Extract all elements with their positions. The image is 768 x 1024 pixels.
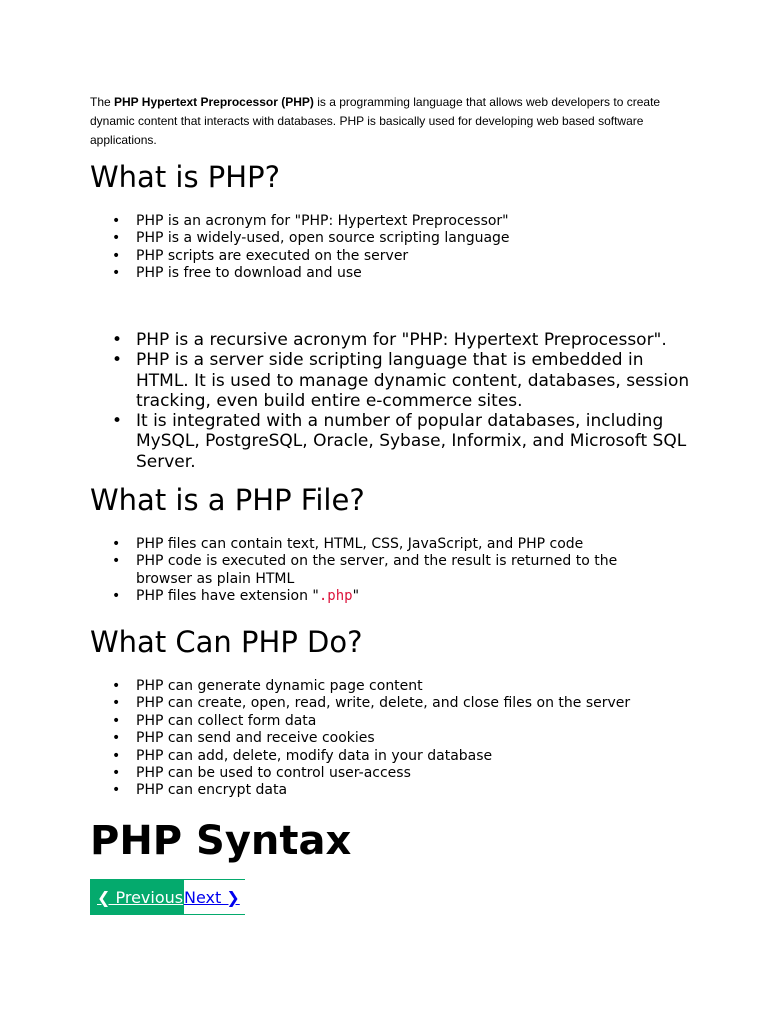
heading-php-syntax: PHP Syntax	[90, 818, 352, 864]
list-item: • PHP is an acronym for "PHP: Hypertext Preprocessor"	[136, 213, 510, 230]
php-file-list	[90, 536, 676, 606]
list-item: • PHP can generate dynamic page content	[136, 678, 630, 695]
list-item: • PHP is a server side scripting language that is embedded in HTML. It is used to manage dynamic content, databases, session tracking, even build entire e-commerce sites.	[136, 350, 696, 411]
previous-link[interactable]: ❮ Previous	[97, 888, 184, 907]
next-link[interactable]: Next ❯	[184, 880, 245, 914]
heading-what-can-php-do: What Can PHP Do?	[90, 625, 363, 659]
what-is-php-list	[90, 213, 510, 283]
list-item: • It is integrated with a number of popular databases, including MySQL, PostgreSQL, Oracle, Sybase, Informix, and Microsoft SQL Server.	[136, 411, 696, 472]
list-item: • PHP can create, open, read, write, delete, and close files on the server	[136, 695, 630, 712]
pagination-nav	[90, 879, 245, 915]
php-details-list	[90, 330, 696, 472]
list-item: • PHP can add, delete, modify data in your database	[136, 748, 630, 765]
intro-paragraph	[90, 93, 690, 150]
list-item: • PHP can send and receive cookies	[136, 730, 630, 747]
heading-what-is-php-file: What is a PHP File?	[90, 483, 365, 517]
php-extension-code: .php	[318, 588, 353, 605]
intro-pre: The	[90, 95, 115, 109]
list-item: • PHP can be used to control user-access	[136, 765, 630, 782]
intro-bold: PHP Hypertext Preprocessor (PHP)	[114, 95, 314, 109]
list-item	[136, 588, 676, 605]
list-item: • PHP can collect form data	[136, 713, 630, 730]
list-item: • PHP scripts are executed on the server	[136, 248, 510, 265]
what-can-php-do-list	[90, 678, 630, 800]
list-item: • PHP code is executed on the server, and the result is returned to the browser as plain HTML	[136, 553, 676, 588]
list-item: • PHP is a recursive acronym for "PHP: Hypertext Preprocessor".	[136, 330, 696, 350]
intro-post: is a programming language that allows web developers to create dynamic content that interacts with databases. PHP is basically used for developing web based software applications.	[90, 95, 661, 147]
list-item: • PHP is a widely-used, open source scripting language	[136, 230, 510, 247]
list-item: • PHP is free to download and use	[136, 265, 510, 282]
list-item: • PHP files can contain text, HTML, CSS, JavaScript, and PHP code	[136, 536, 676, 553]
ext-item-pre: PHP files have extension "	[136, 588, 319, 605]
list-item: • PHP can encrypt data	[136, 782, 630, 799]
heading-what-is-php: What is PHP?	[90, 160, 280, 194]
ext-item-post: "	[352, 588, 360, 605]
